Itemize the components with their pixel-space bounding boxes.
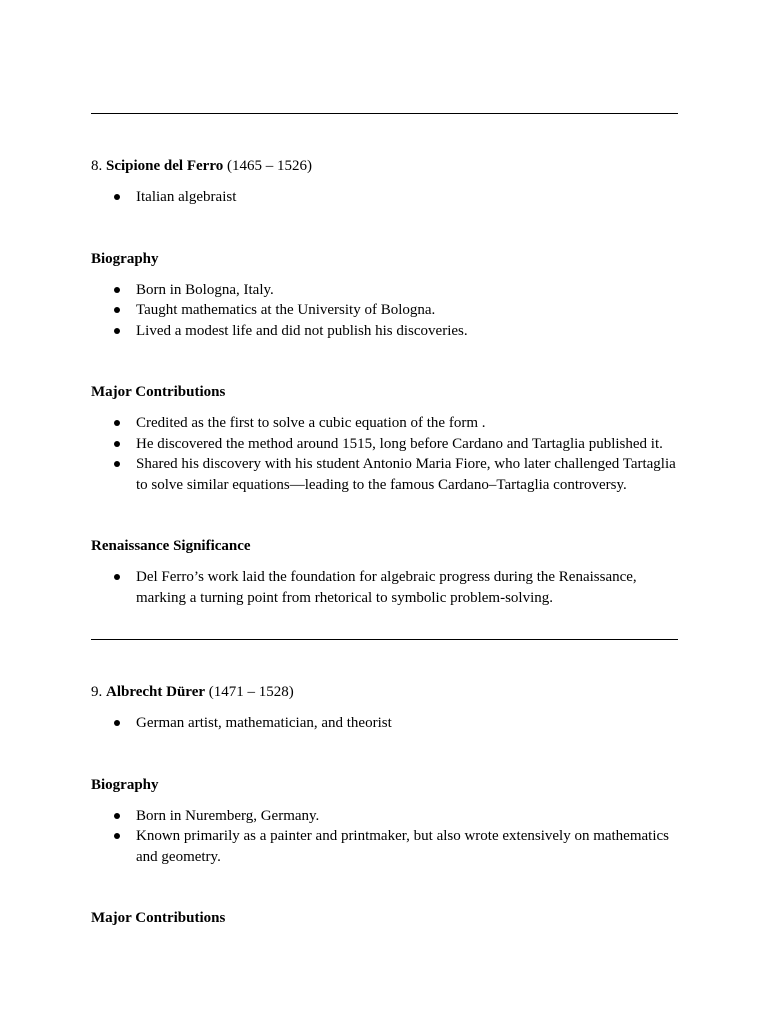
entry-name: Scipione del Ferro [106,158,224,174]
section-heading: Major Contributions [91,384,226,400]
document-page [91,0,678,928]
list-item: Born in Nuremberg, Germany. [91,806,678,827]
section-heading: Renaissance Significance [91,538,251,554]
list-item: Known primarily as a painter and printmaker, but also wrote extensively on mathematics and geometry. [91,826,678,867]
section-divider [91,113,678,114]
biography-list [91,806,678,868]
entry-summary-list [91,187,678,208]
entry-heading [91,156,678,176]
section-heading: Biography [91,776,159,793]
entry-dates: (1471 – 1528) [208,684,294,700]
list-item: Taught mathematics at the University of Bologna. [91,300,678,321]
entry-heading [91,682,678,702]
entry-number: 8. [91,158,103,174]
section-heading: Biography [91,250,159,267]
list-item: Italian algebraist [91,187,678,208]
entry-number: 9. [91,684,103,700]
significance-list [91,567,678,608]
list-item: Born in Bologna, Italy. [91,280,678,301]
section-divider [91,639,678,640]
list-item: Credited as the first to solve a cubic equation of the form . [91,413,678,434]
entry-summary-list [91,713,678,734]
biography-list [91,280,678,342]
entry-name: Albrecht Dürer [106,684,206,700]
list-item: He discovered the method around 1515, long before Cardano and Tartaglia published it. [91,434,678,455]
entry-dates: (1465 – 1526) [226,158,312,174]
list-item: German artist, mathematician, and theorist [91,713,678,734]
list-item: Shared his discovery with his student Antonio Maria Fiore, who later challenged Tartaglia to solve similar equations—leading to the famous Cardano–Tartaglia controversy. [91,454,678,495]
section-heading: Major Contributions [91,910,226,926]
contributions-list [91,413,678,495]
list-item: Del Ferro’s work laid the foundation for algebraic progress during the Renaissance, marking a turning point from rhetorical to symbolic problem-solving. [91,567,678,608]
list-item: Lived a modest life and did not publish his discoveries. [91,321,678,342]
